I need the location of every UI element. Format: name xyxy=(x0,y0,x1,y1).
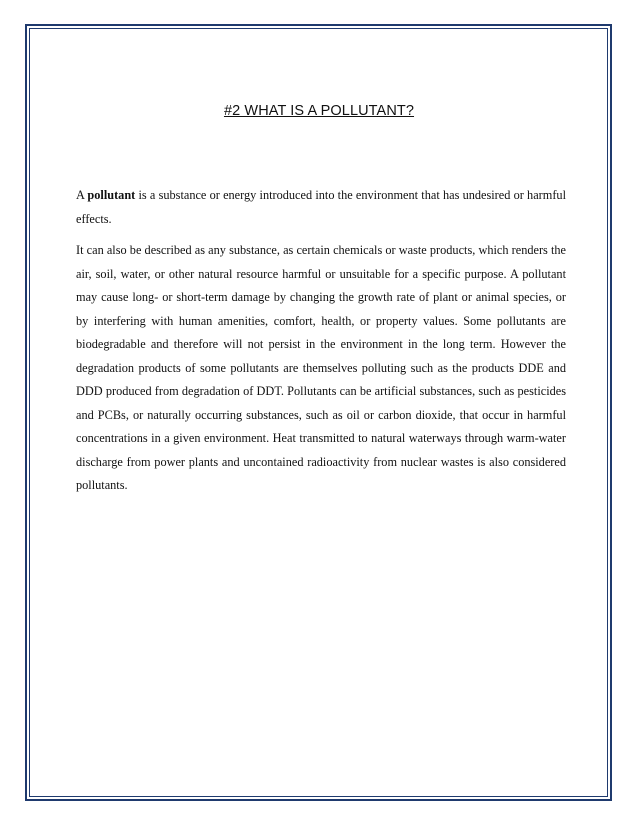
paragraph-description: It can also be described as any substance, as certain chemicals or waste products, which renders the air, soil, water, or other natural resource harmful or unsuitable for a specific purpose. A pollutant may cause long- or short-term damage by changing the growth rate of plant or animal species, or by interfering with human amenities, comfort, health, or property values. Some pollutants are biodegradable and therefore will not persist in the environment in the long term. However the degradation products of some pollutants are themselves polluting such as the products DDE and DDD produced from degradation of DDT. Pollutants can be artificial substances, such as pesticides and PCBs, or naturally occurring substances, such as oil or carbon dioxide, that occur in harmful concentrations in a given environment. Heat transmitted to natural waterways through warm-water discharge from power plants and uncontained radioactivity from nuclear wastes is also considered pollutants. xyxy=(76,243,566,492)
paragraph-definition xyxy=(76,184,566,231)
document-body xyxy=(76,184,566,498)
paragraph-definition-lead: A xyxy=(76,188,88,202)
pollutant-term: pollutant xyxy=(87,188,136,202)
paragraph-definition-rest: is a substance or energy introduced into the environment that has undesired or harmful effects. xyxy=(76,188,566,226)
document-title: #2 WHAT IS A POLLUTANT? xyxy=(223,103,415,119)
